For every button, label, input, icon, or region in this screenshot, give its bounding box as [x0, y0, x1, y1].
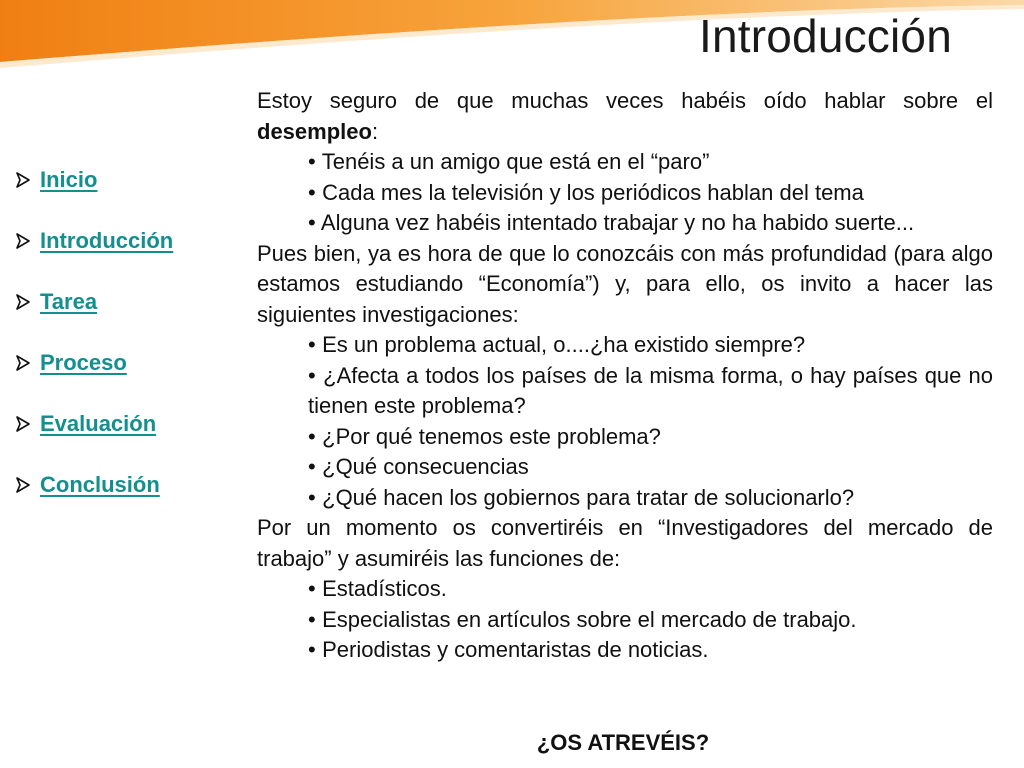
body-paragraph: Por un momento os convertiréis en “Investigadores del mercado de trabajo” y asumiréis las funciones de: [257, 515, 993, 571]
list-item [308, 574, 993, 605]
bullet-dot-icon: • [308, 149, 316, 174]
intro-keyword: desempleo [257, 118, 372, 144]
list-item-text: Estadísticos. [322, 576, 447, 601]
nav-link-tarea[interactable]: Tarea [40, 289, 98, 314]
list-item-text: Especialistas en artículos sobre el mercado de trabajo. [322, 606, 857, 632]
closing-question: ¿OS ATREVÉIS? [536, 730, 710, 755]
list-item [308, 361, 993, 422]
nav-item-tarea[interactable] [16, 287, 236, 317]
bullet-list-experiences [257, 147, 993, 239]
list-item-text: ¿Por qué tenemos este problema? [322, 423, 661, 449]
list-item-text: ¿Afecta a todos los países de la misma forma, o hay países que no tienen este problema? [308, 362, 993, 418]
nav-link-inicio[interactable]: Inicio [40, 167, 98, 192]
page-title: Introducción [699, 10, 952, 62]
bullet-dot-icon: • [308, 423, 316, 449]
nav-item-proceso[interactable] [16, 348, 236, 378]
list-item [308, 605, 993, 636]
bullet-dot-icon: • [308, 576, 316, 601]
list-item [308, 330, 993, 361]
list-item [308, 208, 993, 239]
arrow-bullet-icon [16, 172, 30, 188]
list-item-text: Es un problema actual, o....¿ha existido siempre? [322, 332, 806, 357]
list-item [308, 147, 993, 178]
list-item-text: ¿Qué hacen los gobiernos para tratar de solucionarlo? [322, 484, 855, 510]
list-item-text: Tenéis a un amigo que está en el “paro” [321, 149, 710, 174]
main-content [257, 86, 993, 666]
nav-item-introduccion[interactable] [16, 226, 236, 256]
nav-link-introduccion[interactable]: Introducción [40, 228, 174, 253]
list-item-text: Cada mes la televisión y los periódicos hablan del tema [322, 179, 864, 205]
body-paragraph: Pues bien, ya es hora de que lo conozcáis con más profundidad (para algo estamos estudiando “Economía”) y, para ello, os invito a hacer las siguientes investigaciones: [257, 240, 993, 327]
bullet-dot-icon: • [308, 362, 316, 388]
bullet-dot-icon: • [308, 606, 316, 632]
list-item-text: ¿Qué consecuencias [322, 454, 529, 479]
arrow-bullet-icon [16, 294, 30, 310]
list-item-text: Periodistas y comentaristas de noticias. [322, 637, 709, 662]
intro-paragraph [257, 86, 993, 147]
bullet-list-roles [257, 574, 993, 666]
list-item [308, 452, 993, 483]
list-item [308, 178, 993, 209]
list-item [308, 635, 993, 666]
sidebar-nav [16, 165, 236, 531]
list-item [308, 422, 993, 453]
bullet-dot-icon: • [308, 210, 316, 235]
bullet-dot-icon: • [308, 637, 316, 662]
nav-item-evaluacion[interactable] [16, 409, 236, 439]
nav-link-proceso[interactable]: Proceso [40, 350, 127, 375]
intro-colon: : [371, 118, 379, 144]
arrow-bullet-icon [16, 416, 30, 432]
bullet-dot-icon: • [308, 332, 316, 357]
list-item [308, 483, 993, 514]
intro-text: Estoy seguro de que muchas veces habéis oído hablar sobre el [257, 88, 993, 113]
bullet-dot-icon: • [308, 484, 316, 510]
bullet-dot-icon: • [308, 179, 316, 205]
arrow-bullet-icon [16, 477, 30, 493]
nav-item-conclusion[interactable] [16, 470, 236, 500]
bullet-list-questions [257, 330, 993, 513]
arrow-bullet-icon [16, 233, 30, 249]
nav-link-evaluacion[interactable]: Evaluación [40, 411, 157, 436]
arrow-bullet-icon [16, 355, 30, 371]
nav-item-inicio[interactable] [16, 165, 236, 195]
bullet-dot-icon: • [308, 454, 316, 479]
nav-link-conclusion[interactable]: Conclusión [40, 472, 160, 497]
list-item-text: Alguna vez habéis intentado trabajar y no ha habido suerte... [320, 210, 915, 235]
